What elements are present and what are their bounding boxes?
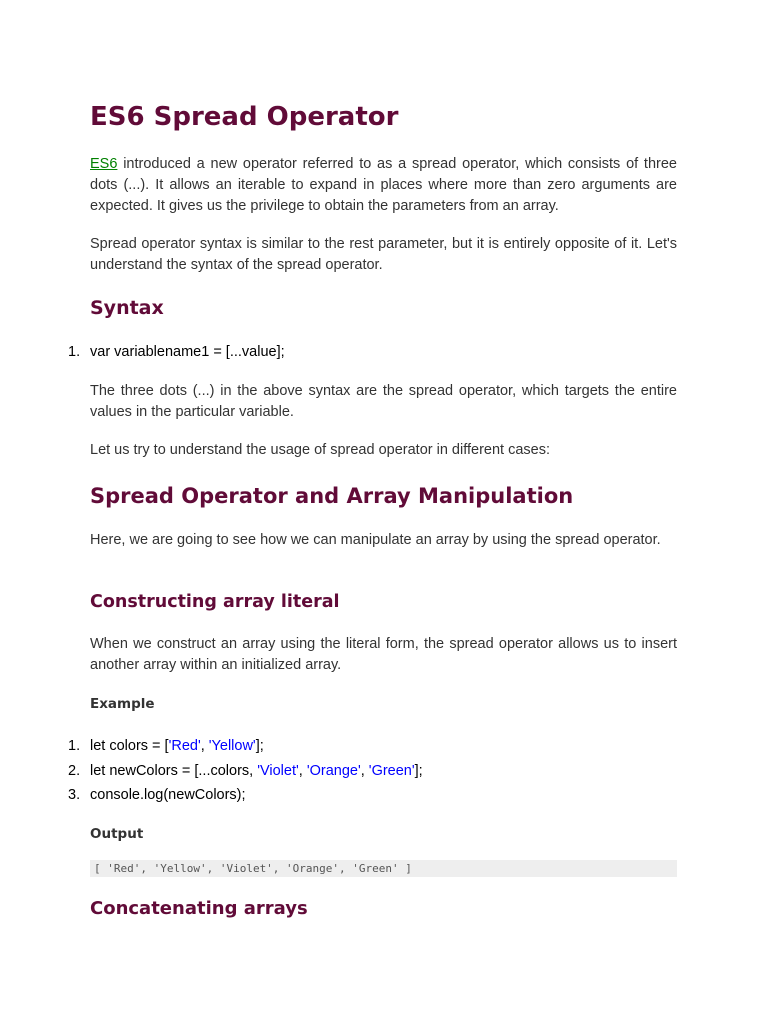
line-number: 2. — [68, 762, 81, 779]
string-literal: 'Violet' — [257, 762, 299, 779]
string-literal: 'Red' — [168, 738, 201, 754]
concatenating-heading: Concatenating arrays — [90, 898, 308, 919]
output-label: Output — [90, 826, 144, 842]
es6-link[interactable]: ES6 — [90, 156, 118, 172]
constructing-heading: Constructing array literal — [90, 592, 340, 612]
code-text: console.log(newColors); — [90, 787, 246, 803]
output-block: [ 'Red', 'Yellow', 'Violet', 'Orange', 'Green' ] — [90, 860, 677, 877]
constructing-paragraph: When we construct an array using the literal form, the spread operator allows us to insert another array within an initialized array. — [90, 636, 677, 673]
example-code-list — [0, 734, 677, 808]
syntax-heading: Syntax — [90, 297, 164, 319]
code-text: let colors = ['Red', 'Yellow']; — [90, 738, 264, 754]
line-number: 3. — [68, 787, 81, 803]
code-line — [0, 783, 677, 808]
code-text: let newColors = [...colors, 'Violet', 'Orange', 'Green']; — [90, 762, 423, 779]
page-title: ES6 Spread Operator — [90, 102, 399, 132]
code-line — [0, 734, 677, 759]
line-number: 1. — [68, 344, 81, 360]
syntax-code-list — [0, 340, 677, 365]
string-literal: 'Orange' — [306, 762, 361, 779]
usage-intro: Let us try to understand the usage of spread operator in different cases: — [90, 442, 550, 458]
line-number: 1. — [68, 738, 81, 754]
intro-text: introduced a new operator referred to as a spread operator, which consists of three dots (...). It allows an iterable to expand in places where more than zero arguments are expected. It gives us the privilege to obtain the parameters from an array. — [90, 156, 677, 214]
string-literal: 'Yellow' — [208, 738, 256, 754]
code-line — [0, 759, 677, 784]
code-text: var variablename1 = [...value]; — [90, 344, 285, 360]
array-manipulation-paragraph: Here, we are going to see how we can manipulate an array by using the spread operator. — [90, 532, 661, 548]
code-line — [0, 340, 677, 365]
intro-paragraph-2: Spread operator syntax is similar to the rest parameter, but it is entirely opposite of it. Let's understand the syntax of the spread operator. — [90, 236, 677, 273]
example-label: Example — [90, 696, 155, 712]
string-literal: 'Green' — [368, 762, 415, 779]
intro-paragraph — [90, 154, 677, 217]
syntax-explanation: The three dots (...) in the above syntax are the spread operator, which targets the entire values in the particular variable. — [90, 383, 677, 420]
array-manipulation-heading: Spread Operator and Array Manipulation — [90, 484, 574, 508]
